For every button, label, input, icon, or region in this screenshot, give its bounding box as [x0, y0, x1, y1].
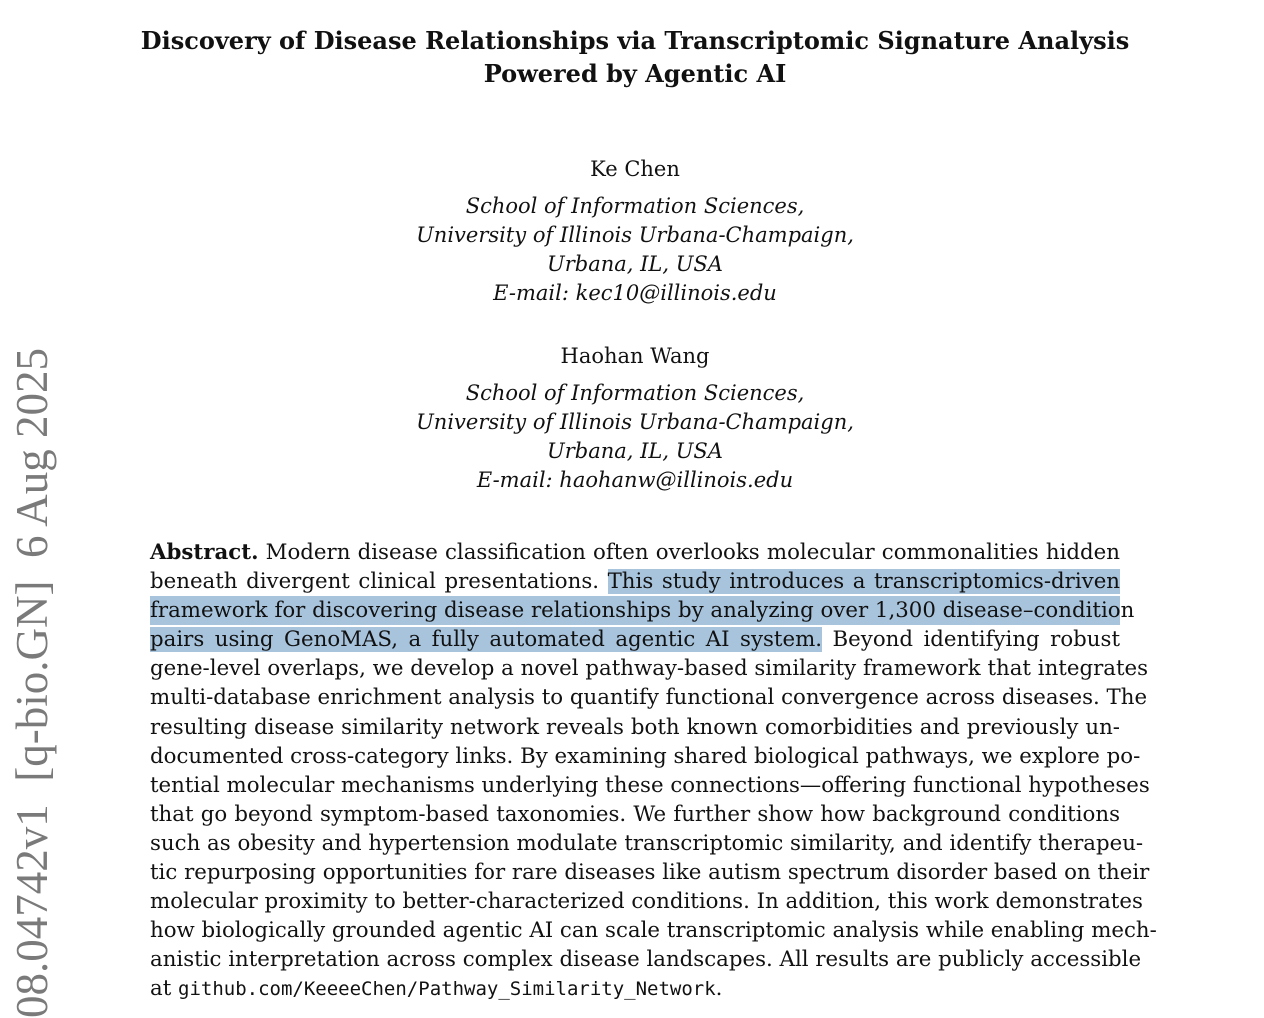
abstract-line: molecular proximity to better-characterized conditions. In addition, this work demonstrates	[150, 889, 1143, 915]
abstract-line	[150, 625, 1120, 654]
abstract-text: at	[150, 976, 179, 1002]
abstract-line: such as obesity and hypertension modulate transcriptomic similarity, and identify therapeu-	[150, 830, 1144, 856]
abstract-line: resulting disease similarity network reveals both known comorbidities and previously un-	[150, 714, 1120, 740]
title-line-1: Discovery of Disease Relationships via Transcriptomic Signature Analysis	[140, 26, 1130, 55]
author-affiliation: Urbana, IL, USA	[547, 252, 723, 276]
abstract-line: gene-level overlaps, we develop a novel pathway-based similarity framework that integrates	[150, 656, 1149, 682]
abstract-text: Modern disease classification often overlooks molecular commonalities hidden	[265, 540, 1120, 565]
abstract-line: multi-database enrichment analysis to quantify functional convergence across diseases. The	[150, 685, 1148, 711]
abstract-line: tic repurposing opportunities for rare diseases like autism spectrum disorder based on their	[150, 860, 1150, 886]
abstract-line: how biologically grounded agentic AI can scale transcriptomic analysis while enabling mech-	[150, 918, 1157, 944]
author-name: Ke Chen	[590, 157, 680, 181]
author-email: E-mail: haohanw@illinois.edu	[476, 468, 794, 492]
highlighted-text[interactable]: framework for discovering disease relationships by analyzing over 1,300 disease–condition	[150, 596, 1120, 625]
github-link[interactable]: github.com/KeeeeChen/Pathway_Similarity_Network	[178, 978, 716, 1001]
author-block-2	[0, 342, 1264, 495]
author-affiliation: Urbana, IL, USA	[547, 439, 723, 463]
author-affiliation: School of Information Sciences,	[465, 194, 805, 218]
author-name: Haohan Wang	[560, 344, 710, 368]
highlighted-text[interactable]: This study introduces a transcriptomics-driven	[607, 569, 1121, 595]
author-affiliation: University of Illinois Urbana-Champaign,	[416, 223, 854, 247]
highlighted-text[interactable]: pairs using GenoMAS, a fully automated agentic AI system.	[150, 627, 823, 653]
abstract-text: .	[715, 976, 723, 1002]
abstract-line: documented cross-category links. By examining shared biological pathways, we explore po-	[150, 743, 1141, 769]
author-block-1	[0, 155, 1264, 308]
abstract-text: beneath divergent clinical presentations.	[150, 569, 608, 595]
abstract-line	[150, 538, 1120, 567]
author-affiliation: University of Illinois Urbana-Champaign,	[416, 410, 854, 434]
author-affiliation: School of Information Sciences,	[465, 381, 805, 405]
title-line-2: Powered by Agentic AI	[483, 59, 787, 88]
abstract-line	[150, 974, 1120, 1004]
abstract-line: anistic interpretation across complex disease landscapes. All results are publicly accessible	[150, 947, 1142, 973]
abstract-line	[150, 567, 1120, 596]
author-email: E-mail: kec10@illinois.edu	[493, 281, 777, 305]
abstract-text: Beyond identifying robust	[822, 627, 1120, 653]
abstract-line: that go beyond symptom-based taxonomies. We further show how background conditions	[150, 801, 1120, 827]
arxiv-identifier: 08.04742v1 [q-bio.GN] 6 Aug 2025	[7, 348, 57, 1018]
abstract	[150, 538, 1157, 1005]
abstract-label: Abstract.	[150, 540, 259, 565]
abstract-line: tential molecular mechanisms underlying these connections—offering functional hypotheses	[150, 772, 1150, 798]
paper-title	[0, 24, 1264, 90]
